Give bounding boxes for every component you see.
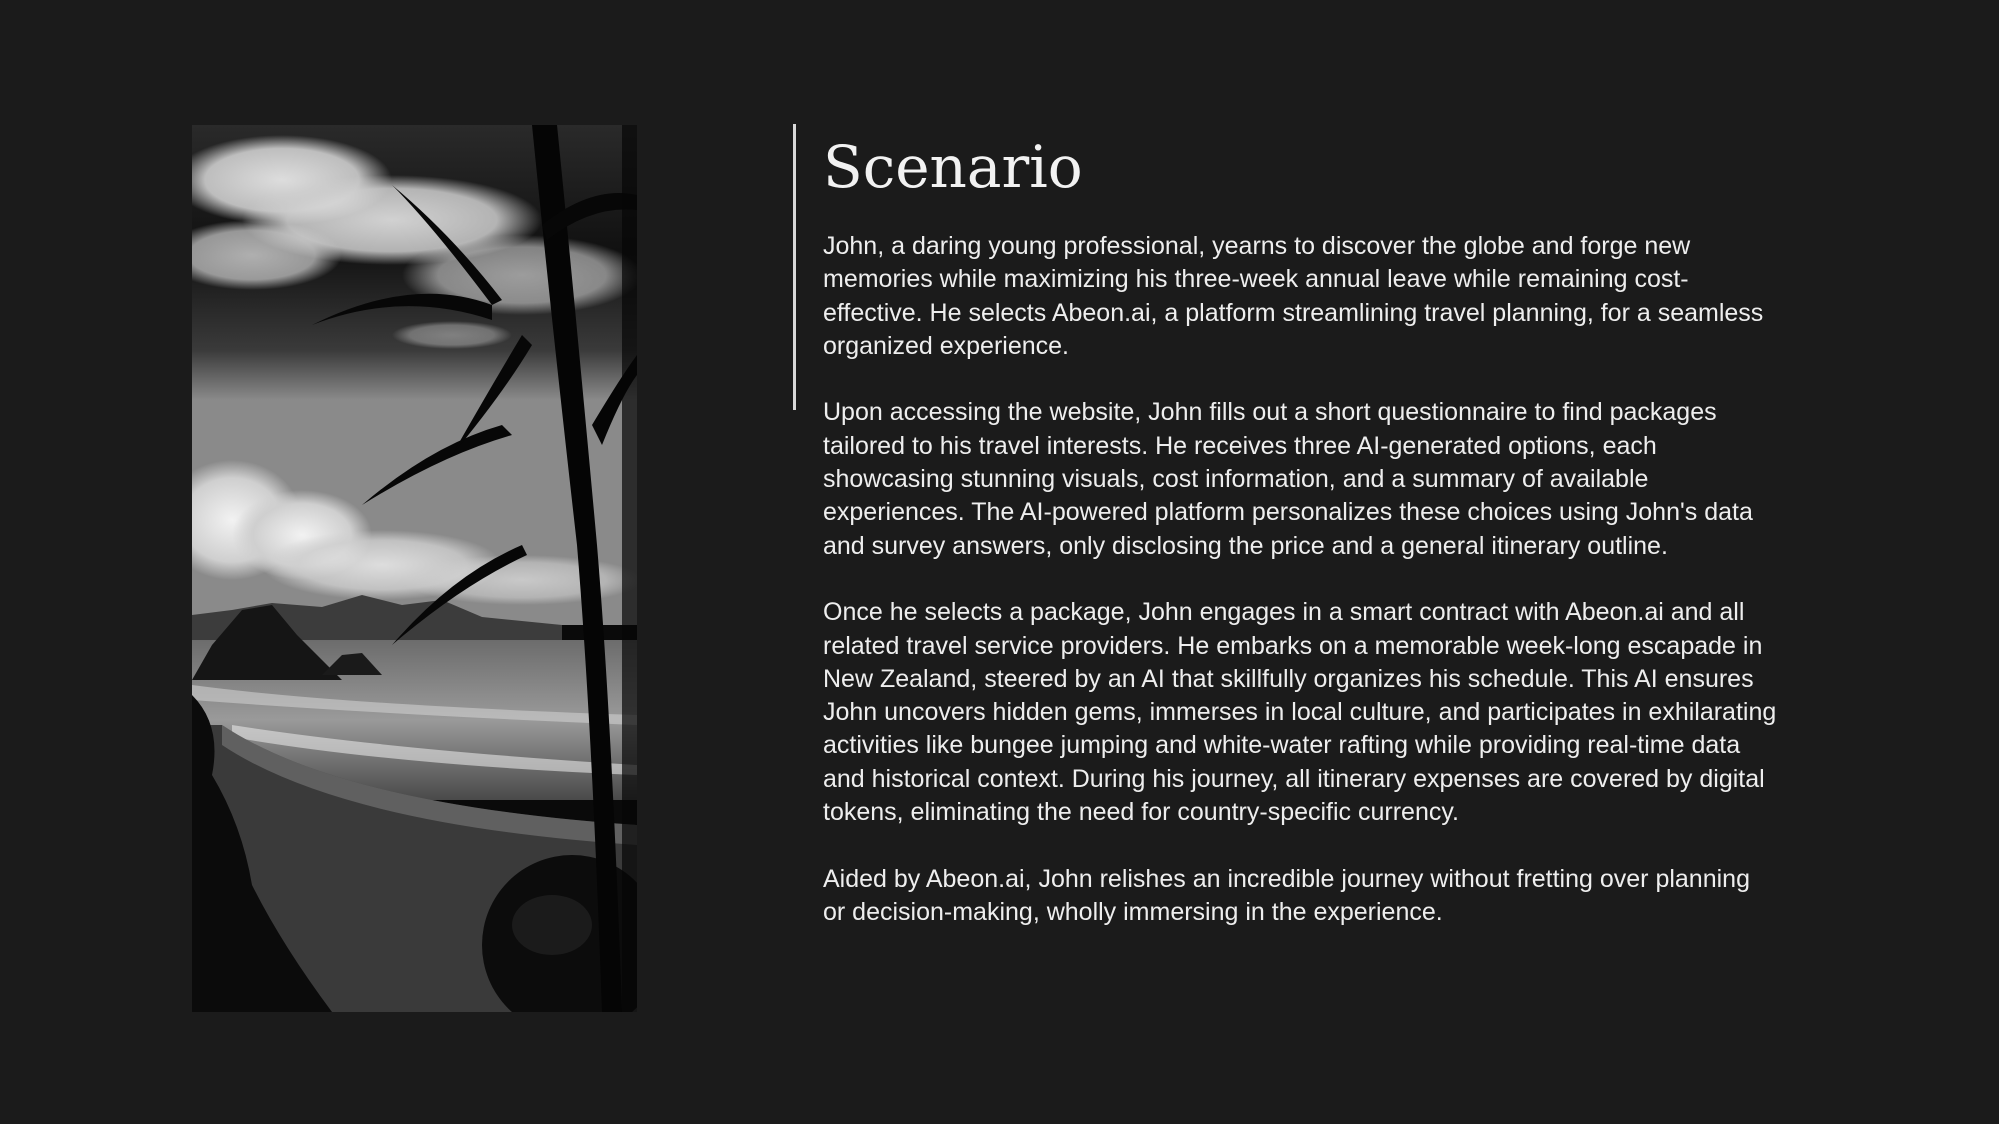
text-line: John uncovers hidden gems, immerses in local culture, and participates in exhilarating xyxy=(823,698,1777,727)
beach-palm-photo xyxy=(192,125,637,1012)
text-line: experiences. The AI-powered platform personalizes these choices using John's data xyxy=(823,498,1753,527)
paragraph-journey xyxy=(823,596,1823,829)
text-line: showcasing stunning visuals, cost information, and a summary of available xyxy=(823,465,1649,494)
text-line: and historical context. During his journey, all itinerary expenses are covered by digital xyxy=(823,764,1765,793)
vertical-divider xyxy=(793,124,796,410)
text-line: related travel service providers. He embarks on a memorable week-long escapade in xyxy=(823,631,1763,660)
text-line: tokens, eliminating the need for country-specific currency. xyxy=(823,798,1459,827)
beach-palm-illustration xyxy=(192,125,637,1012)
text-line: John, a daring young professional, yearns to discover the globe and forge new xyxy=(823,232,1691,260)
paragraph-questionnaire xyxy=(823,396,1823,562)
text-line: Once he selects a package, John engages in a smart contract with Abeon.ai and all xyxy=(823,598,1745,627)
text-line: and survey answers, only disclosing the price and a general itinerary outline. xyxy=(823,531,1668,560)
text-line: Upon accessing the website, John fills out a short questionnaire to find packages xyxy=(823,398,1717,427)
text-line: Aided by Abeon.ai, John relishes an incredible journey without fretting over planning xyxy=(823,864,1750,893)
text-line: effective. He selects Abeon.ai, a platform streamlining travel planning, for a seamless xyxy=(823,298,1764,327)
text-line: organized experience. xyxy=(823,331,1069,360)
paragraph-intro xyxy=(823,230,1823,363)
text-line: activities like bungee jumping and white-water rafting while providing real-time data xyxy=(823,731,1741,760)
text-line: tailored to his travel interests. He receives three AI-generated options, each xyxy=(823,431,1657,460)
paragraph-conclusion xyxy=(823,863,1823,930)
text-line: or decision-making, wholly immersing in the experience. xyxy=(823,897,1443,926)
text-line: New Zealand, steered by an AI that skillfully organizes his schedule. This AI ensures xyxy=(823,664,1754,693)
text-line: memories while maximizing his three-week annual leave while remaining cost- xyxy=(823,265,1689,294)
scenario-body xyxy=(823,230,1823,963)
page-title: Scenario xyxy=(823,133,1083,201)
